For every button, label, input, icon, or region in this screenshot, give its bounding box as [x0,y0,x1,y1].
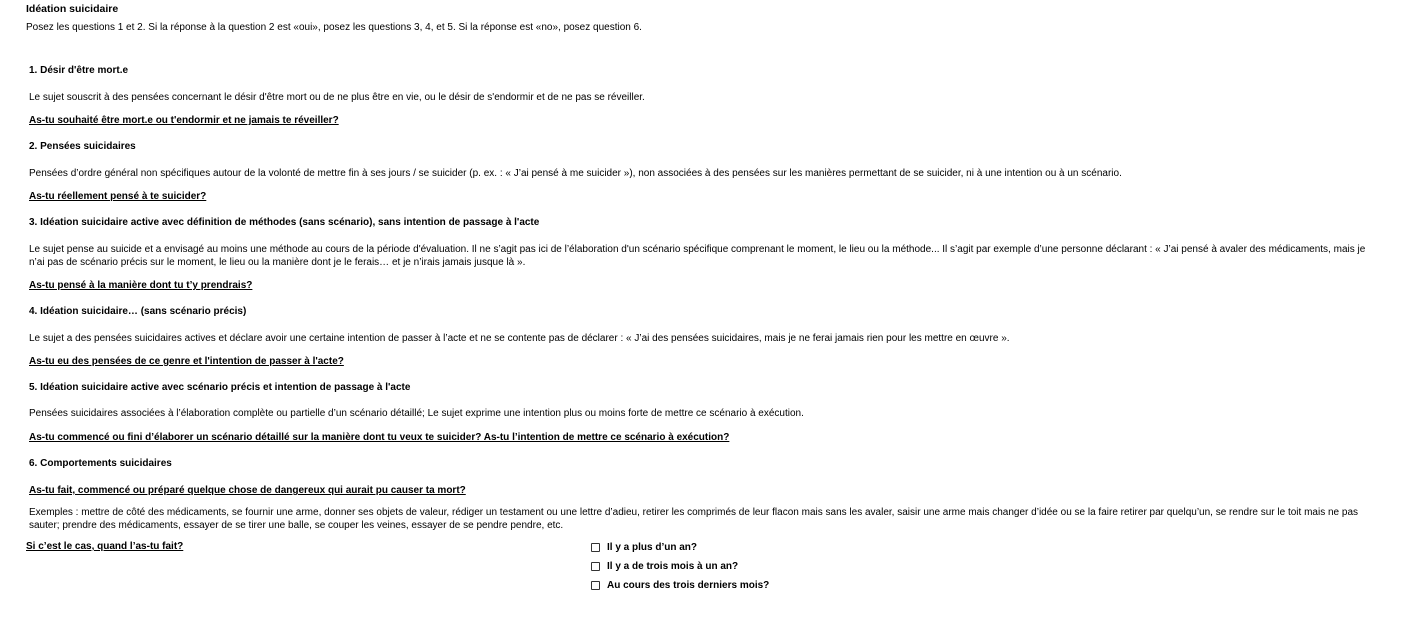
section-heading: 3. Idéation suicidaire active avec définition de méthodes (sans scénario), sans intention de passage à l'acte [29,217,540,228]
checkbox[interactable] [591,581,600,590]
section-4-heading [29,306,1379,317]
section-3-question[interactable]: As-tu pensé à la manière dont tu t’y prendrais? [29,280,253,291]
option-label: Il y a plus d’un an? [607,542,698,553]
section-4-description-block [29,333,1379,346]
section-3-description-block [29,244,1379,269]
section-6-heading [29,458,1379,469]
section-5-description-block [29,408,1379,421]
section-heading: 4. Idéation suicidaire… (sans scénario précis) [29,306,247,317]
section-heading: 6. Comportements suicidaires [29,458,172,469]
section-1-question[interactable]: As-tu souhaité être mort.e ou t'endormir et ne jamais te réveiller? [29,115,339,126]
section-description: Pensées suicidaires associées à l’élaboration complète ou partielle d’un scénario détaillé; Le sujet exprime une intention plus ou moins forte de mettre ce scénario à exécution. [29,408,804,419]
checkbox[interactable] [591,543,600,552]
section-5-heading [29,382,1379,393]
checkbox[interactable] [591,562,600,571]
form-title: Idéation suicidaire [26,3,119,15]
section-6-question[interactable]: As-tu fait, commencé ou préparé quelque chose de dangereux qui aurait pu causer ta mort? [29,485,466,496]
option-last-three-months[interactable] [591,580,769,591]
examples-text: Exemples : mettre de côté des médicaments, se fournir une arme, donner ses objets de valeur, rédiger un testament ou une lettre d’adieu, retirer les comprimés de leur flacon mais sans les avaler, saisir une arme mais changer d’idée ou se la faire retirer par quelqu’un, se rendre sur le toit mais ne pas sauter; prendre des médicaments, essayer de se tirer une balle, se couper les veines, essayer de se pendre pendre, etc. [29,507,1359,531]
section-heading: 1. Désir d'être mort.e [29,65,129,76]
option-label: Il y a de trois mois à un an? [607,561,739,572]
section-2-heading [29,141,1379,152]
section-3-heading [29,217,1379,228]
section-5-question[interactable]: As-tu commencé ou fini d’élaborer un scénario détaillé sur la manière dont tu veux te suicider? As-tu l’intention de mettre ce scénario à exécution? [29,432,730,443]
section-2-description-block [29,168,1379,181]
option-three-months-to-year[interactable] [591,561,738,572]
form-intro: Posez les questions 1 et 2. Si la réponse à la question 2 est «oui», posez les questions 3, 4, et 5. Si la réponse est «no», posez question 6. [26,22,642,33]
section-heading: 2. Pensées suicidaires [29,141,136,152]
section-description: Le sujet souscrit à des pensées concernant le désir d'être mort ou de ne plus être en vie, ou le désir de s'endormir et de ne pas se réveiller. [29,92,645,103]
option-label: Au cours des trois derniers mois? [607,580,770,591]
section-4-question[interactable]: As-tu eu des pensées de ce genre et l'intention de passer à l'acte? [29,356,344,367]
section-heading: 5. Idéation suicidaire active avec scénario précis et intention de passage à l'acte [29,382,411,393]
section-description: Le sujet a des pensées suicidaires actives et déclare avoir une certaine intention de passer à l’acte et ne se contente pas de déclarer : « J’ai des pensées suicidaires, mais je ne ferai jamais rien pour les mettre en œuvre ». [29,333,1010,344]
section-2-question[interactable]: As-tu réellement pensé à te suicider? [29,191,207,202]
section-description: Le sujet pense au suicide et a envisagé au moins une méthode au cours de la période d'évaluation. Il ne s’agit pas ici de l’élaboration d'un scénario spécifique comprenant le moment, le lieu ou la méthode... Il s’agit par exemple d’une personne déclarant : « J’ai pensé à avaler des médicaments, mais je n’ai pas de scénario précis sur le moment, le lieu ou la manière dont je le ferais… et je n’irais jamais jusque là ». [29,244,1366,268]
when-question[interactable]: Si c’est le cas, quand l’as-tu fait? [26,541,184,552]
option-more-than-year[interactable] [591,542,697,553]
section-description: Pensées d’ordre général non spécifiques autour de la volonté de mettre fin à ses jours / se suicider (p. ex. : « J’ai pensé à me suicider »), non associées à des pensées sur les manières permettant de se suicider, ni à une intention ou à un scénario. [29,168,1122,179]
section-1-heading [29,65,1379,76]
section-1-description-block [29,92,1379,105]
